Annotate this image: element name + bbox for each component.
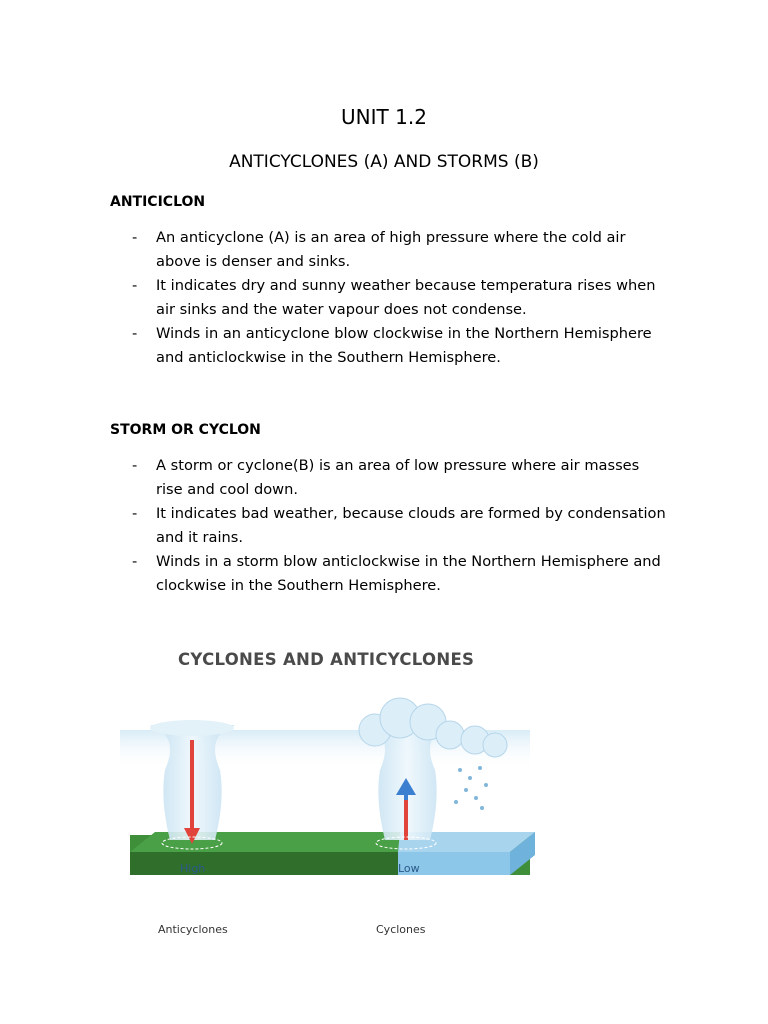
document-subtitle: ANTICYCLONES (A) AND STORMS (B): [229, 152, 539, 172]
cyclones-illustration: [110, 640, 540, 940]
section-heading-anticyclon: ANTICICLON: [110, 194, 206, 210]
list-item: [110, 454, 670, 502]
dash-bullet: -: [132, 325, 138, 342]
section-heading-storm: STORM OR CYCLON: [110, 422, 261, 438]
dash-bullet: -: [132, 229, 138, 246]
dash-bullet: -: [132, 277, 138, 294]
list-item: [110, 550, 670, 598]
dash-bullet: -: [132, 505, 138, 522]
storm-list: [110, 454, 670, 598]
list-item-text: It indicates bad weather, because clouds are formed by condensation and it rains.: [156, 505, 666, 546]
low-label: Low: [398, 862, 420, 875]
cyclones-label: Cyclones: [376, 923, 426, 936]
list-item: [110, 274, 670, 322]
cyclones-figure: [110, 640, 540, 940]
list-item-text: A storm or cyclone(B) is an area of low pressure where air masses rise and cool down.: [156, 457, 640, 498]
dash-bullet: -: [132, 553, 138, 570]
figure-title: CYCLONES AND ANTICYCLONES: [178, 650, 475, 669]
list-item-text: Winds in a storm blow anticlockwise in the Northern Hemisphere and clockwise in the Southern Hemisphere.: [156, 553, 661, 594]
list-item-text: It indicates dry and sunny weather because temperatura rises when air sinks and the water vapour does not condense.: [156, 277, 656, 318]
land-front: [130, 852, 398, 875]
anticyclon-list: [110, 226, 670, 370]
document-title: UNIT 1.2: [341, 105, 427, 129]
high-label: High: [180, 862, 206, 875]
list-item: [110, 322, 670, 370]
list-item: [110, 502, 670, 550]
list-item-text: An anticyclone (A) is an area of high pressure where the cold air above is denser and sinks.: [156, 229, 626, 270]
rain-icon: [454, 766, 488, 810]
dash-bullet: -: [132, 457, 138, 474]
anticyclone-top: [150, 720, 234, 736]
list-item: [110, 226, 670, 274]
anticyclones-label: Anticyclones: [158, 923, 228, 936]
list-item-text: Winds in an anticyclone blow clockwise in the Northern Hemisphere and anticlockwise in the Southern Hemisphere.: [156, 325, 652, 366]
